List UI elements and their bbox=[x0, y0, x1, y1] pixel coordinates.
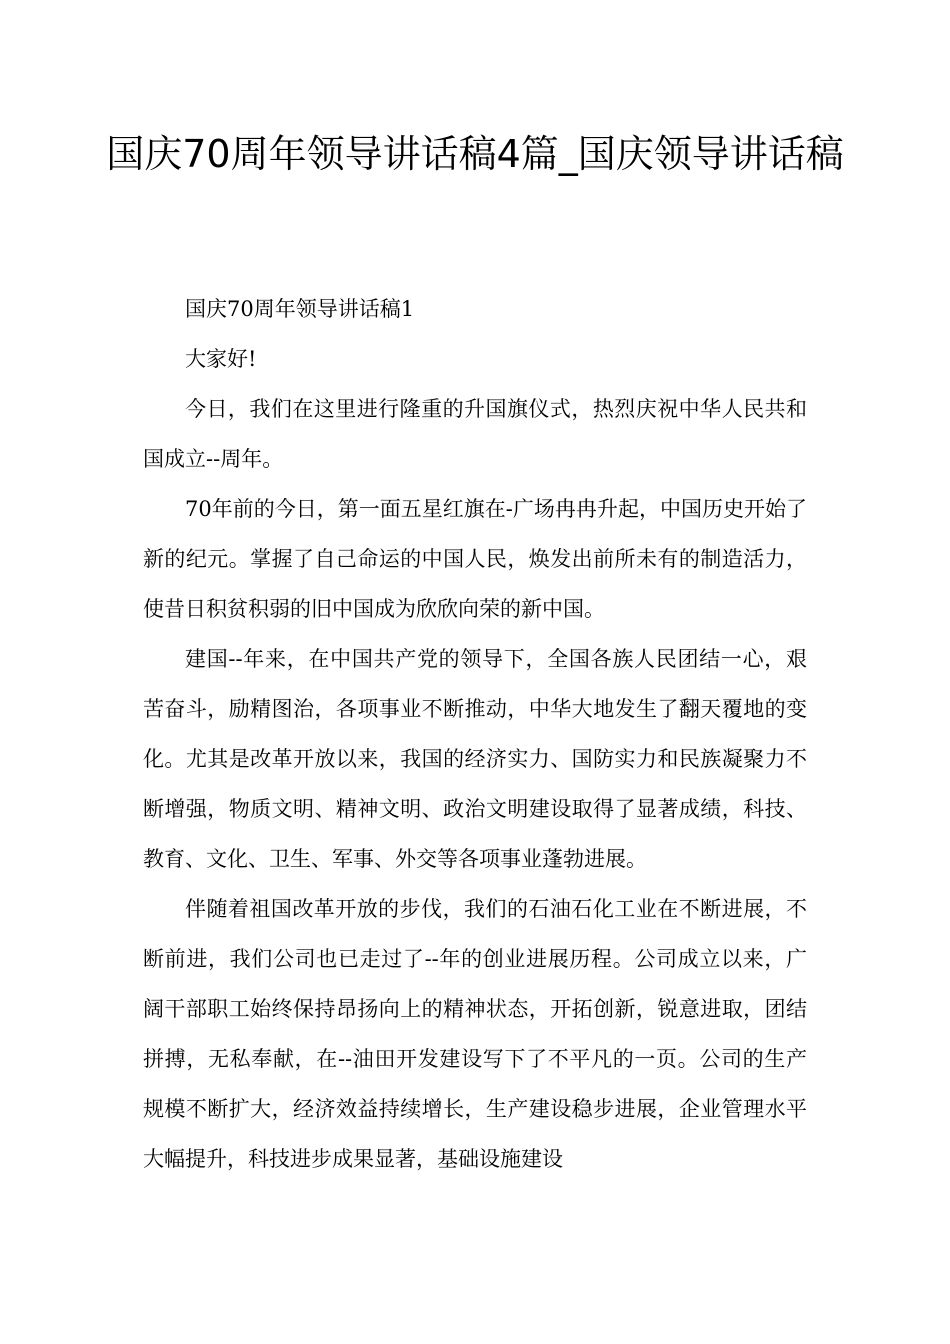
section-heading: 国庆70周年领导讲话稿1 bbox=[185, 297, 415, 321]
document-body bbox=[143, 284, 807, 1184]
body-paragraph: 伴随着祖国改革开放的步伐，我们的石油石化工业在不断进展，不断前进，我们公司也已走过了--年的创业进展历程。公司成立以来，广阔干部职工始终保持昂扬向上的精神状态，开拓创新，锐意进取，团结拼搏，无私奉献，在--油田开发建设写下了不平凡的一页。公司的生产规模不断扩大，经济效益持续增长，生产建设稳步进展，企业管理水平大幅提升，科技进步成果显著，基础设施建设 bbox=[143, 897, 807, 1171]
greeting-paragraph: 大家好! bbox=[185, 347, 257, 371]
body-paragraph: 70年前的今日，第一面五星红旗在-广场冉冉升起，中国历史开始了新的纪元。掌握了自己命运的中国人民，焕发出前所未有的制造活力，使昔日积贫积弱的旧中国成为欣欣向荣的新中国。 bbox=[143, 497, 807, 621]
document-title: 国庆70周年领导讲话稿4篇_国庆领导讲话稿 bbox=[106, 132, 844, 176]
body-paragraph: 建国--年来，在中国共产党的领导下，全国各族人民团结一心，艰苦奋斗，励精图治，各项事业不断推动，中华大地发生了翻天覆地的变化。尤其是改革开放以来，我国的经济实力、国防实力和民族凝聚力不断增强，物质文明、精神文明、政治文明建设取得了显著成绩，科技、教育、文化、卫生、军事、外交等各项事业蓬勃进展。 bbox=[143, 647, 807, 871]
body-paragraph: 今日，我们在这里进行隆重的升国旗仪式，热烈庆祝中华人民共和国成立--周年。 bbox=[143, 397, 807, 471]
